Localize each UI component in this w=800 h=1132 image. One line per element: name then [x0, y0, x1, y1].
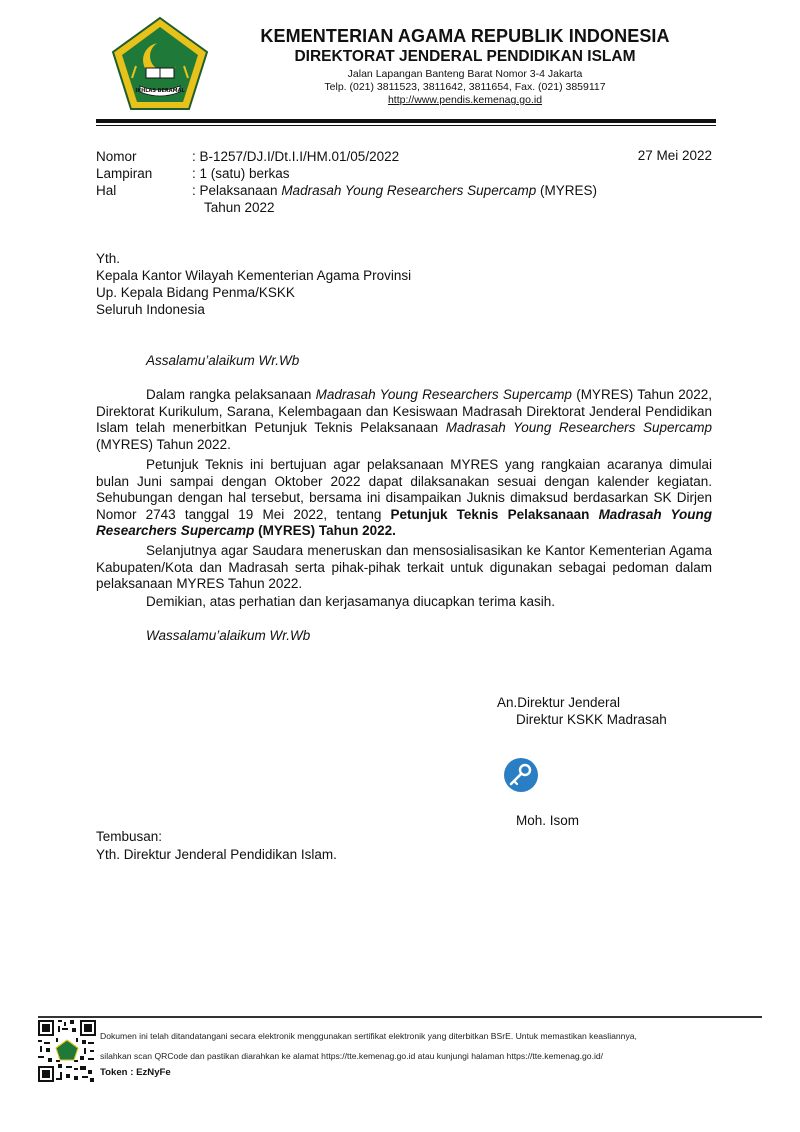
footer-notice-line2: silahkan scan QRCode dan pastikan diarahkan ke alamat https://tte.kemenag.go.id atau kunjungi halaman https://tte.kemenag.go.id/	[100, 1051, 604, 1061]
header-rule-thin	[96, 125, 716, 126]
signer-name: Moh. Isom	[516, 813, 580, 828]
office-phone: Telp. (021) 3811523, 3811642, 3811654, Fax. (021) 3859117	[324, 81, 606, 93]
recipient-attn: Up. Kepala Bidang Penma/KSKK	[96, 285, 295, 300]
closing-text: Wassalamu’alaikum Wr.Wb	[146, 628, 311, 643]
cc-item: Yth. Direktur Jenderal Pendidikan Islam.	[96, 847, 337, 862]
logo-motto: IKHLAS BERAMAL	[135, 88, 185, 94]
website-link[interactable]: http://www.pendis.kemenag.go.id	[387, 94, 543, 106]
cc-label: Tembusan:	[96, 829, 163, 844]
electronic-signature-icon	[503, 757, 539, 793]
hal-line2: Tahun 2022	[204, 200, 275, 215]
hal-value	[192, 182, 622, 199]
hal-prefix: : Pelaksanaan	[192, 183, 282, 198]
nomor-value: : B-1257/DJ.I/Dt.I.I/HM.01/05/2022	[192, 149, 400, 164]
greeting	[146, 353, 299, 370]
qr-code-icon	[38, 1020, 96, 1082]
nomor-label: Nomor	[96, 149, 137, 164]
p1-part-d: Madrasah Young Researchers Supercamp	[445, 420, 712, 435]
paragraph-4: Demikian, atas perhatian dan kerjasamanya diucapkan terima kasih.	[146, 594, 555, 609]
p2-part-c: Madrasah Young Researchers Supercamp	[96, 506, 712, 538]
lampiran-label: Lampiran	[96, 166, 153, 181]
paragraph-2	[96, 457, 712, 540]
greeting-text: Assalamu’alaikum Wr.Wb	[146, 353, 300, 368]
hal-suffix: (MYRES)	[536, 183, 597, 198]
verification-token: Token : EzNyFe	[100, 1067, 171, 1078]
recipient-yth: Yth.	[96, 251, 121, 266]
hal-italic: Madrasah Young Researchers Supercamp	[281, 183, 537, 198]
p1-part-e: (MYRES) Tahun 2022.	[96, 436, 231, 452]
footer-rule	[38, 1016, 762, 1018]
letter-date: 27 Mei 2022	[637, 148, 712, 163]
office-address: Jalan Lapangan Banteng Barat Nomor 3-4 Jakarta	[347, 68, 583, 80]
directorate-name: DIREKTORAT JENDERAL PENDIDIKAN ISLAM	[294, 48, 636, 65]
p1-part-b: Madrasah Young Researchers Supercamp	[315, 387, 572, 402]
footer-notice-line1: Dokumen ini telah ditandatangani secara elektronik menggunakan sertifikat elektronik yang diterbitkan BSrE. Untuk memastikan keasliannya,	[100, 1031, 637, 1041]
paragraph-1	[96, 387, 712, 453]
ministry-name: KEMENTERIAN AGAMA REPUBLIK INDONESIA	[260, 26, 670, 46]
recipient-scope: Seluruh Indonesia	[96, 302, 205, 317]
paragraph-3: Selanjutnya agar Saudara meneruskan dan mensosialisasikan ke Kantor Kementerian Agama Kabupaten/Kota dan Madrasah serta pihak-pihak terkait untuk digunakan sebagai pedoman dalam pelaksanaan MYRES Tahun 2022.	[96, 543, 712, 591]
recipient-office: Kepala Kantor Wilayah Kementerian Agama Provinsi	[96, 268, 412, 283]
header-rule-thick	[96, 119, 716, 123]
p2-part-d: (MYRES) Tahun 2022.	[254, 523, 396, 538]
closing	[146, 628, 310, 645]
kemenag-logo	[110, 16, 210, 116]
hal-label: Hal	[96, 183, 117, 198]
p2-part-b: Petunjuk Teknis Pelaksanaan	[390, 506, 599, 522]
p1-part-a: Dalam rangka pelaksanaan	[146, 387, 316, 402]
signature-on-behalf: An.Direktur Jenderal	[497, 695, 621, 710]
p1-part-c: (MYRES) Tahun 2022, Direktorat Kurikulum, Sarana, Kelembagaan dan Kesiswaan Madrasah Direktorat Jenderal Pendidikan Islam telah menerbitkan Petunjuk Teknis Pelaksanaan	[96, 387, 712, 435]
signature-title: Direktur KSKK Madrasah	[516, 712, 667, 727]
lampiran-value: : 1 (satu) berkas	[192, 166, 290, 181]
p2-part-a: Petunjuk Teknis ini bertujuan agar pelaksanaan MYRES yang rangkaian acaranya dimulai bulan Juni sampai dengan Oktober 2022 dapat dilaksanakan sesuai dengan kalender kegiatan. Sehubungan dengan hal tersebut, bersama ini disampaikan Juknis dimaksud berdasarkan SK Dirjen Nomor 2743 tanggal 19 Mei 2022, tentang	[96, 457, 712, 522]
